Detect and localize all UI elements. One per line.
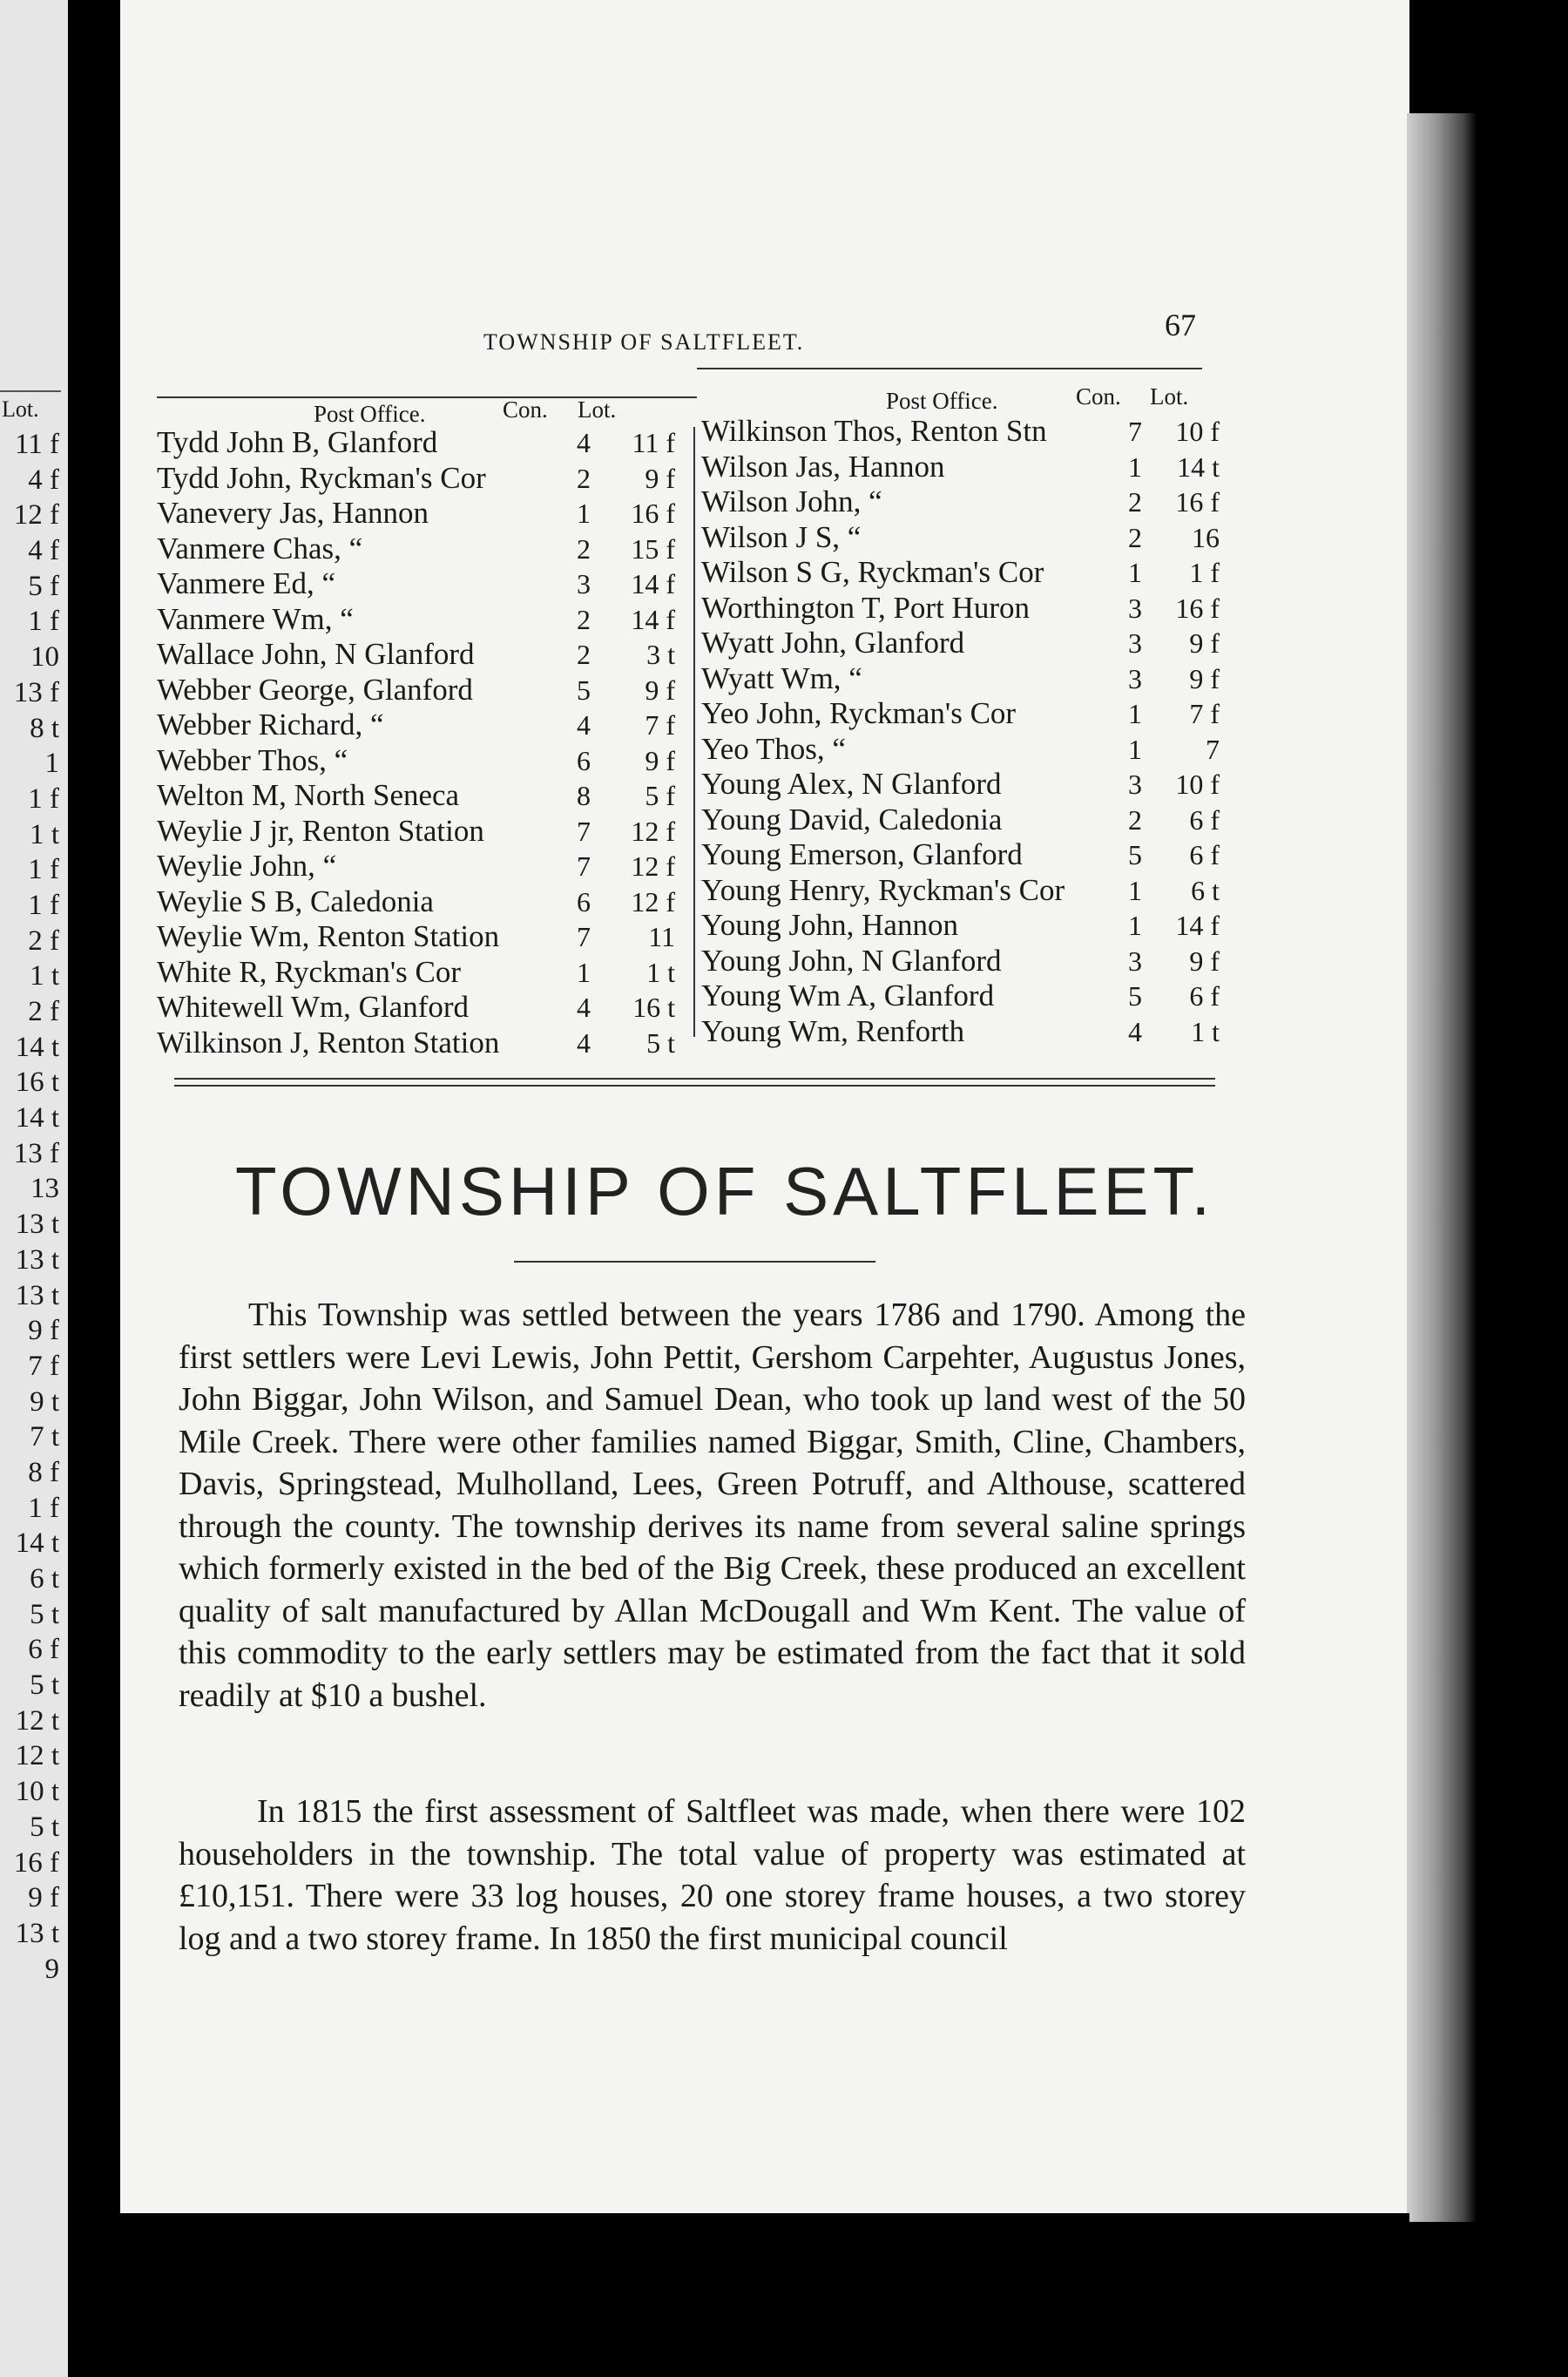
entry-con: 1 [1128, 557, 1142, 588]
directory-entry [157, 743, 697, 778]
entry-lot: 9 f [1189, 945, 1220, 977]
left-page-lot: 13 t [15, 1917, 59, 1949]
entry-name: Tydd John, Ryckman's Cor [157, 460, 486, 495]
left-page-lot: 13 t [15, 1279, 59, 1311]
left-page-header: Lot. [2, 396, 39, 422]
directory-entry [157, 955, 697, 990]
entry-con: 1 [1128, 874, 1142, 906]
entry-name: Webber Richard, “ [157, 708, 384, 742]
left-page-lot: 1 f [28, 606, 59, 638]
entry-lot: 11 [648, 921, 675, 952]
directory-entry [157, 673, 697, 708]
entry-name: Wilson J S, “ [701, 519, 862, 554]
body-paragraph: In 1815 the first assessment of Saltfleet was made, when there were 102 householders in the township. The total value of property was estimated at £10,151. There were 33 log houses, 20 one storey frame houses, a two storey log and a two storey frame. In 1850 the first municipal council [179, 1793, 1246, 1957]
directory-top-rule-right [697, 368, 1202, 369]
entry-name: Whitewell Wm, Glanford [157, 990, 469, 1024]
directory-entry [701, 414, 1224, 449]
directory-bottom-rule-1 [174, 1078, 1215, 1080]
entry-lot: 7 [1206, 733, 1220, 765]
directory-entry [157, 708, 697, 742]
entry-lot: 6 f [1189, 980, 1220, 1012]
entry-name: Vanmere Chas, “ [157, 531, 363, 565]
entry-lot: 12 f [631, 885, 675, 918]
entry-name: Vanmere Ed, “ [157, 566, 336, 600]
left-page-lot: 9 [44, 1953, 59, 1985]
entry-name: White R, Ryckman's Cor [157, 954, 462, 989]
left-page-lot-column [0, 427, 59, 1987]
entry-name: Wilson S G, Ryckman's Cor [701, 555, 1044, 589]
left-page-lot: 4 f [28, 535, 59, 567]
entry-lot: 6 f [1189, 803, 1220, 836]
entry-lot: 16 f [1175, 592, 1220, 624]
directory-entry [157, 1026, 697, 1060]
entry-con: 3 [1128, 769, 1142, 800]
left-con-heading: Con. [503, 396, 548, 423]
left-page-lot: 12 f [13, 499, 59, 532]
directory-entry [157, 849, 697, 884]
entry-con: 2 [577, 532, 591, 565]
left-page-lot: 5 t [30, 1598, 59, 1630]
directory-entry [701, 696, 1224, 731]
entry-name: Webber George, Glanford [157, 672, 473, 707]
entry-con: 2 [1128, 486, 1142, 518]
entry-lot: 15 f [631, 532, 675, 565]
directory-entry [157, 602, 697, 637]
directory-entry [157, 425, 697, 460]
left-page-lot: 1 f [28, 889, 59, 921]
body-paragraph: This Township was settled between the years 1786 and 1790. Among the first settlers were Levi Lewis, John Pettit, Gershom Carpehter, Augustus Jones, John Biggar, John Wilson, and Samuel Dean, who took up land west of the 50 Mile Creek. There were other families named Biggar, Smith, Cline, Chambers, Davis, Springstead, Mulholland, Lees, Green Potruff, and Althouse, scattered through the county. The township derives its name from several saline springs which formerly existed in the bed of the Big Creek, these produced an excellent quality of salt manufactured by Allan McDougall and Wm Kent. The value of this commodity to the early settlers may be estimated from the fact that it sold readily at $10 a bushel. [179, 1297, 1246, 1714]
entry-con: 2 [1128, 521, 1142, 553]
directory-entry [701, 555, 1224, 590]
directory-entry [701, 802, 1224, 837]
entry-lot: 16 f [1175, 486, 1220, 518]
entry-lot: 9 f [645, 462, 675, 494]
left-page-lot: 7 t [30, 1421, 59, 1453]
entry-con: 7 [577, 815, 591, 847]
running-head: TOWNSHIP OF SALTFLEET. [483, 329, 805, 355]
entry-con: 7 [1128, 416, 1142, 447]
entry-lot: 14 t [1177, 450, 1220, 483]
entry-con: 3 [1128, 662, 1142, 694]
entry-lot: 16 t [632, 992, 675, 1023]
entry-con: 4 [577, 427, 591, 458]
entry-lot: 11 f [632, 427, 675, 458]
left-page-lot: 9 t [30, 1385, 59, 1418]
directory-entry [701, 767, 1224, 802]
left-page-lot: 1 t [30, 960, 59, 992]
page-number: 67 [1165, 308, 1196, 342]
entry-name: Webber Thos, “ [157, 742, 348, 777]
directory-entry [157, 778, 697, 813]
directory-entry [701, 979, 1224, 1013]
entry-con: 5 [1128, 839, 1142, 870]
entry-con: 4 [1128, 1015, 1142, 1047]
bottom-margin [120, 2213, 1409, 2377]
entry-lot: 1 t [646, 956, 675, 988]
section-title: TOWNSHIP OF SALTFLEET. [235, 1153, 1215, 1229]
left-lot-heading: Lot. [578, 396, 617, 423]
left-page-lot: 11 f [14, 429, 59, 460]
directory-bottom-rule-2 [174, 1085, 1215, 1087]
entry-con: 8 [577, 780, 591, 811]
directory-entry [701, 732, 1224, 767]
entry-lot: 7 f [1189, 698, 1220, 729]
entry-name: Weylie S B, Caledonia [157, 884, 434, 918]
left-page-lot: 9 f [28, 1882, 59, 1914]
directory-entry [701, 661, 1224, 696]
entry-con: 2 [1128, 803, 1142, 836]
entry-lot: 6 f [1189, 839, 1220, 870]
left-page-lot: 13 f [13, 1137, 59, 1169]
left-page-lot: 12 t [15, 1740, 59, 1772]
entry-name: Wilson John, “ [701, 484, 882, 518]
entry-con: 6 [577, 885, 591, 918]
entry-name: Young David, Caledonia [701, 802, 1003, 836]
entry-lot: 1 f [1189, 557, 1220, 588]
entry-con: 2 [577, 603, 591, 635]
entry-lot: 9 f [1189, 627, 1220, 659]
entry-name: Wallace John, N Glanford [157, 637, 475, 671]
directory-entry [701, 873, 1224, 908]
directory-entry [157, 919, 697, 954]
left-page-lot: 12 t [15, 1704, 59, 1737]
left-page-lot: 2 f [28, 924, 59, 957]
entry-name: Young Alex, N Glanford [701, 767, 1002, 801]
right-post-office-heading: Post Office. [886, 388, 998, 414]
left-page-lot: 5 t [30, 1811, 59, 1843]
directory-entry [701, 591, 1224, 626]
directory-entry [701, 520, 1224, 555]
left-page-lot: 9 f [28, 1315, 59, 1347]
entry-name: Vanevery Jas, Hannon [157, 496, 429, 530]
left-page-lot: 13 t [15, 1209, 59, 1241]
section-title-rule [514, 1261, 875, 1263]
entry-name: Weylie Wm, Renton Station [157, 919, 500, 953]
entry-con: 3 [1128, 627, 1142, 659]
entry-con: 2 [577, 462, 591, 494]
entry-name: Young John, N Glanford [701, 943, 1002, 978]
left-page-lot: 13 f [13, 676, 59, 708]
entry-name: Yeo Thos, “ [701, 731, 846, 766]
entry-name: Vanmere Wm, “ [157, 601, 354, 636]
entry-con: 7 [577, 921, 591, 952]
entry-lot: 5 t [646, 1026, 675, 1059]
entry-lot: 10 f [1175, 769, 1220, 800]
entry-name: Young Wm, Renforth [701, 1013, 965, 1048]
entry-lot: 10 f [1175, 416, 1220, 447]
entry-name: Weylie J jr, Renton Station [157, 813, 484, 848]
left-page-lot: 5 t [30, 1669, 59, 1702]
entry-lot: 14 f [631, 603, 675, 635]
directory-entry [701, 484, 1224, 519]
entry-name: Young John, Hannon [701, 908, 958, 942]
entry-lot: 16 f [631, 498, 675, 529]
left-page-lot: 8 t [30, 712, 59, 744]
directory-entry [157, 532, 697, 566]
entry-name: Wilkinson J, Renton Station [157, 1025, 500, 1060]
entry-lot: 16 [1192, 521, 1220, 553]
entry-con: 1 [577, 956, 591, 988]
entry-con: 3 [1128, 945, 1142, 977]
entry-con: 4 [577, 709, 591, 741]
entry-name: Weylie John, “ [157, 849, 337, 883]
entry-name: Young Wm A, Glanford [701, 979, 995, 1012]
entry-name: Yeo John, Ryckman's Cor [701, 696, 1017, 730]
right-lot-heading: Lot. [1150, 383, 1189, 410]
entry-con: 1 [577, 498, 591, 529]
directory-entry [157, 461, 697, 496]
entry-lot: 1 t [1191, 1015, 1220, 1047]
directory-entry [157, 566, 697, 601]
directory-entry [701, 908, 1224, 943]
entry-lot: 9 f [645, 744, 675, 776]
entry-con: 3 [577, 568, 591, 599]
entry-lot: 3 t [646, 639, 675, 670]
entry-name: Worthington T, Port Huron [701, 590, 1030, 625]
directory-entry [157, 884, 697, 919]
left-page-rule [0, 390, 61, 392]
left-page-lot: 7 f [28, 1350, 59, 1382]
entry-lot: 9 f [1189, 662, 1220, 694]
left-page-lot: 6 f [28, 1634, 59, 1666]
left-page-lot: 1 t [30, 818, 59, 850]
directory-entry [157, 814, 697, 849]
left-page-lot: 5 f [28, 570, 59, 602]
left-page-lot: 6 t [30, 1563, 59, 1595]
page-edge-shadow [1407, 113, 1477, 2222]
entry-name: Young Emerson, Glanford [701, 837, 1023, 871]
left-page-lot: 1 f [28, 854, 59, 886]
entry-con: 3 [1128, 592, 1142, 624]
entry-con: 7 [577, 850, 591, 882]
left-page-lot: 16 f [13, 1846, 59, 1879]
entry-con: 1 [1128, 698, 1142, 729]
directory-entry [701, 626, 1224, 660]
directory-entry [701, 1014, 1224, 1049]
entry-con: 4 [577, 1026, 591, 1059]
entry-name: Welton M, North Seneca [157, 778, 460, 812]
entry-con: 1 [1128, 910, 1142, 941]
entry-con: 6 [577, 744, 591, 776]
entry-lot: 14 f [1175, 910, 1220, 941]
left-page-lot: 13 t [15, 1243, 59, 1276]
left-page-lot: 8 f [28, 1456, 59, 1488]
entry-name: Tydd John B, Glanford [157, 425, 438, 459]
directory-entry [157, 496, 697, 531]
left-page-lot: 14 t [15, 1527, 59, 1560]
entry-name: Wilkinson Thos, Renton Stn [701, 414, 1047, 448]
directory-entry [157, 637, 697, 672]
entry-con: 1 [1128, 733, 1142, 765]
entry-con: 5 [577, 674, 591, 706]
entry-lot: 9 f [645, 674, 675, 706]
entry-lot: 12 f [631, 850, 675, 882]
entry-name: Wyatt John, Glanford [701, 626, 965, 660]
entry-con: 5 [1128, 980, 1142, 1012]
entry-lot: 5 f [645, 780, 675, 811]
entry-con: 4 [577, 992, 591, 1023]
left-page-lot: 14 t [15, 1031, 59, 1063]
directory-entry [701, 450, 1224, 484]
left-page-lot: 10 t [15, 1776, 59, 1808]
left-page-lot: 10 [30, 641, 59, 674]
directory-entry [701, 837, 1224, 872]
entry-lot: 6 t [1191, 874, 1220, 906]
left-page-lot: 2 f [28, 996, 59, 1027]
left-page-lot: 16 t [15, 1067, 59, 1099]
directory-entry [157, 990, 697, 1025]
entry-name: Young Henry, Ryckman's Cor [701, 872, 1065, 907]
directory-entry [701, 944, 1224, 979]
left-page-lot: 1 f [28, 1492, 59, 1524]
entry-name: Wilson Jas, Hannon [701, 449, 945, 484]
entry-con: 1 [1128, 450, 1142, 483]
left-page-strip [0, 0, 68, 2377]
left-page-lot: 4 f [28, 464, 59, 496]
entry-name: Wyatt Wm, “ [701, 660, 862, 695]
entry-con: 2 [577, 639, 591, 670]
entry-lot: 12 f [631, 815, 675, 847]
entry-lot: 14 f [631, 568, 675, 599]
left-page-lot: 13 [30, 1173, 59, 1205]
left-page-lot: 1 [44, 748, 59, 780]
left-post-office-heading: Post Office. [314, 401, 426, 427]
right-con-heading: Con. [1076, 383, 1121, 410]
left-page-lot: 14 t [15, 1102, 59, 1134]
left-page-lot: 1 f [28, 782, 59, 815]
entry-lot: 7 f [645, 709, 675, 741]
